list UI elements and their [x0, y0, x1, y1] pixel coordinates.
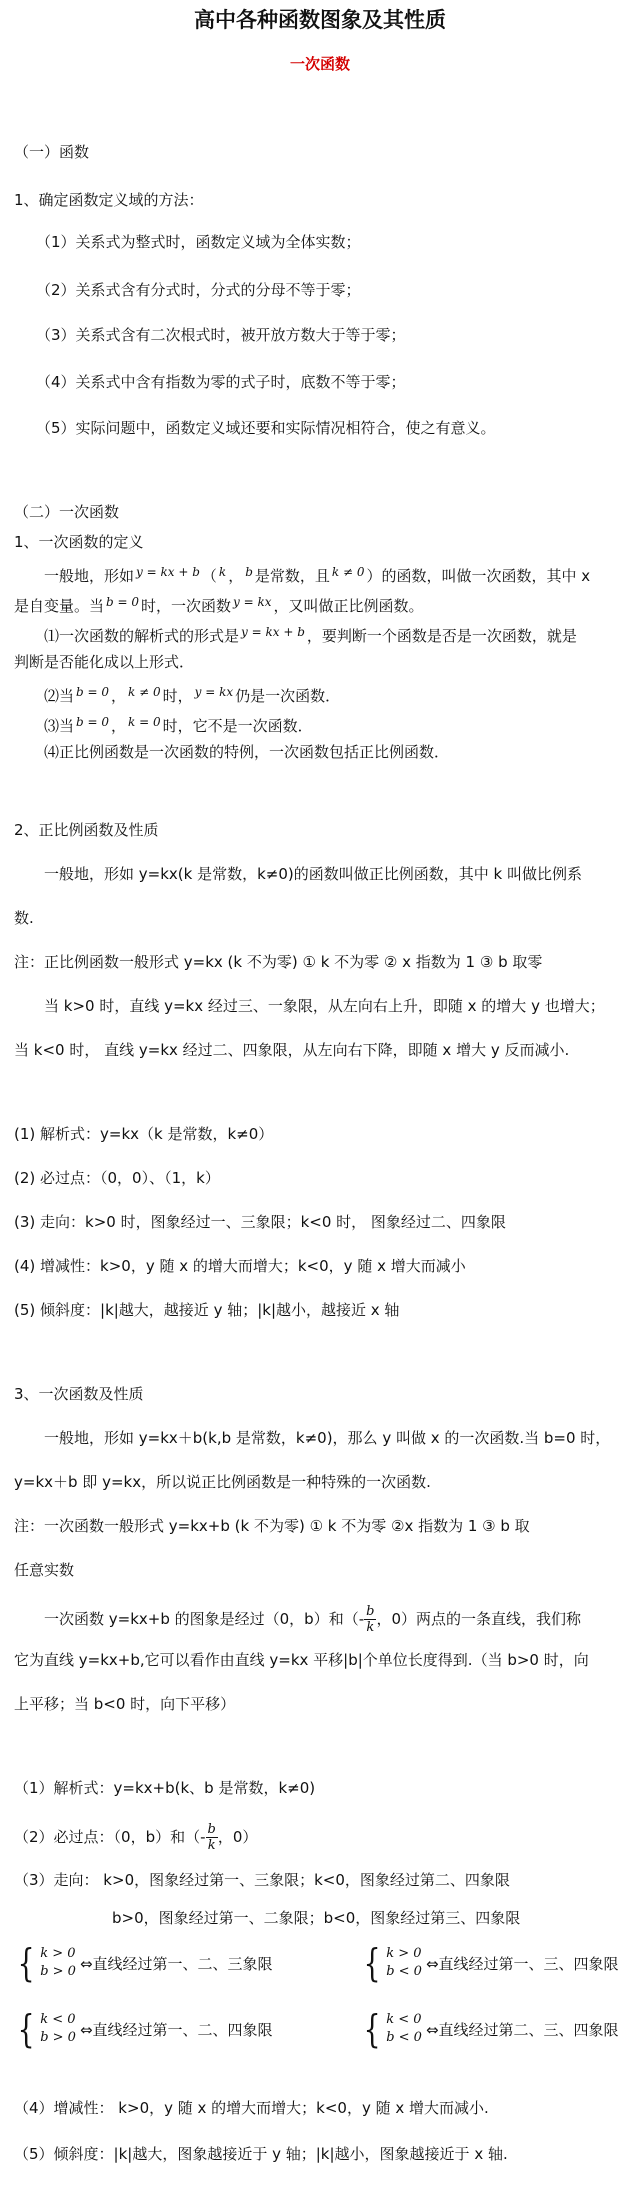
- linear-property: （5）倾斜度：|k|越大，图象越接近于 y 轴；|k|越小，图象越接近于 x 轴.: [14, 2145, 508, 2163]
- linear-note: 任意实数: [14, 1561, 75, 1579]
- section-heading-function: （一）函数: [14, 143, 90, 161]
- case-group: { k > 0 b < 0 ⇔直线经过第一、三、四象限: [363, 1941, 619, 1985]
- proportional-paragraph: 当 k>0 时，直线 y=kx 经过三、一象限，从左向右上升，即随 x 的增大 y 也增大；: [44, 997, 605, 1015]
- linear-definition-line: 是自变量。当 $^{b = 0}$ 时，一次函数 $^{y = kx}$ ，又叫做正比例函数。: [14, 595, 424, 615]
- domain-method-item: （4）关系式中含有指数为零的式子时，底数不等于零；: [36, 373, 406, 391]
- proportional-property: (2) 必过点：（0，0）、（1，k）: [14, 1169, 220, 1187]
- proportional-heading: 2、正比例函数及性质: [14, 821, 159, 839]
- linear-property: b>0，图象经过第一、二象限；b<0，图象经过第三、四象限: [112, 1909, 521, 1927]
- proportional-paragraph: 一般地，形如 y=kx(k 是常数，k≠0)的函数叫做正比例函数，其中 k 叫做比例系: [44, 865, 582, 883]
- fraction-b-over-k: $\frac{b}{k}$: [366, 1604, 375, 1635]
- linear-paragraph: 一般地，形如 y=kx＋b(k,b 是常数，k≠0)，那么 y 叫做 x 的一次函数.当 b=0 时，: [44, 1429, 611, 1447]
- fraction-b-over-k: $\frac{b}{k}$: [207, 1822, 216, 1853]
- proportional-property: (5) 倾斜度：|k|越大，越接近 y 轴；|k|越小，越接近 x 轴: [14, 1301, 400, 1319]
- left-brace: {: [17, 1941, 35, 1985]
- case-group: { k < 0 b > 0 ⇔直线经过第一、二、四象限: [17, 2007, 273, 2051]
- domain-method-item: （2）关系式含有分式时，分式的分母不等于零；: [36, 281, 361, 299]
- linear-note: 注：一次函数一般形式 y=kx+b (k 不为零) ① k 不为零 ②x 指数为 1 ③ b 取: [14, 1517, 530, 1535]
- proportional-paragraph: 数.: [14, 909, 34, 927]
- linear-property: （2）必过点：（0，b）和（- $\frac{b}{k}$ ，0）: [14, 1822, 258, 1853]
- definition-note: ⑵当 $^{b = 0}$ ， $^{k \ne 0}$ 时， $^{y = kx}$ 仍是一次函数．: [44, 685, 341, 705]
- linear-paragraph: 它为直线 y=kx+b,它可以看作由直线 y=kx 平移|b|个单位长度得到.（当 b>0 时，向: [14, 1651, 589, 1669]
- definition-note: ⑶当 $^{b = 0}$ ， $^{k = 0}$ 时，它不是一次函数．: [44, 715, 313, 735]
- left-brace: {: [17, 2007, 35, 2051]
- case-group: { k < 0 b < 0 ⇔直线经过第二、三、四象限: [363, 2007, 619, 2051]
- page-title: 高中各种函数图象及其性质: [194, 8, 446, 32]
- linear-heading: 3、一次函数及性质: [14, 1385, 144, 1403]
- definition-note: ⑴一次函数的解析式的形式是 $^{y = kx + b}$ ，要判断一个函数是否是一次函数，就是: [44, 625, 577, 645]
- left-brace: {: [363, 1941, 381, 1985]
- page-subtitle: 一次函数: [289, 55, 350, 73]
- proportional-property: (3) 走向：k>0 时，图象经过一、三象限；k<0 时， 图象经过二、四象限: [14, 1213, 506, 1231]
- proportional-paragraph: 当 k<0 时， 直线 y=kx 经过二、四象限，从左向右下降，即随 x 增大 y 反而减小.: [14, 1041, 570, 1059]
- left-brace: {: [363, 2007, 381, 2051]
- proportional-property: (4) 增减性：k>0，y 随 x 的增大而增大；k<0，y 随 x 增大而减小: [14, 1257, 466, 1275]
- linear-definition-line: 一般地，形如 $^{y = kx + b}$ （ $^k$ ， $^b$ 是常数，且 $^{k \ne 0}$ ）的函数，叫做一次函数，其中 x: [44, 565, 591, 585]
- definition-note: 判断是否能化成以上形式．: [14, 653, 195, 671]
- domain-method-item: （5）实际问题中，函数定义域还要和实际情况相符合，使之有意义。: [36, 419, 496, 437]
- domain-method-item: （1）关系式为整式时，函数定义域为全体实数；: [36, 233, 361, 251]
- definition-note: ⑷正比例函数是一次函数的特例，一次函数包括正比例函数．: [44, 743, 450, 761]
- linear-property: （3）走向： k>0，图象经过第一、三象限；k<0，图象经过第二、四象限: [14, 1871, 510, 1889]
- domain-methods-title: 1、确定函数定义域的方法：: [14, 191, 204, 209]
- proportional-property: (1) 解析式：y=kx（k 是常数，k≠0）: [14, 1125, 274, 1143]
- linear-paragraph: y=kx＋b 即 y=kx，所以说正比例函数是一种特殊的一次函数.: [14, 1473, 431, 1491]
- linear-property: （4）增减性： k>0，y 随 x 的增大而增大；k<0，y 随 x 增大而减小.: [14, 2099, 489, 2117]
- proportional-note: 注：正比例函数一般形式 y=kx (k 不为零) ① k 不为零 ② x 指数为 1 ③ b 取零: [14, 953, 543, 971]
- section-heading-linear: （二）一次函数: [14, 503, 120, 521]
- linear-definition-title: 1、一次函数的定义: [14, 533, 144, 551]
- linear-property: （1）解析式：y=kx+b(k、b 是常数，k≠0): [14, 1779, 316, 1797]
- linear-paragraph: 一次函数 y=kx+b 的图象是经过（0，b）和（- $\frac{b}{k}$ ，0）两点的一条直线，我们称: [44, 1604, 581, 1635]
- linear-paragraph: 上平移；当 b<0 时，向下平移）: [14, 1695, 236, 1713]
- case-group: { k > 0 b > 0 ⇔直线经过第一、二、三象限: [17, 1941, 273, 1985]
- domain-method-item: （3）关系式含有二次根式时，被开放方数大于等于零；: [36, 326, 406, 344]
